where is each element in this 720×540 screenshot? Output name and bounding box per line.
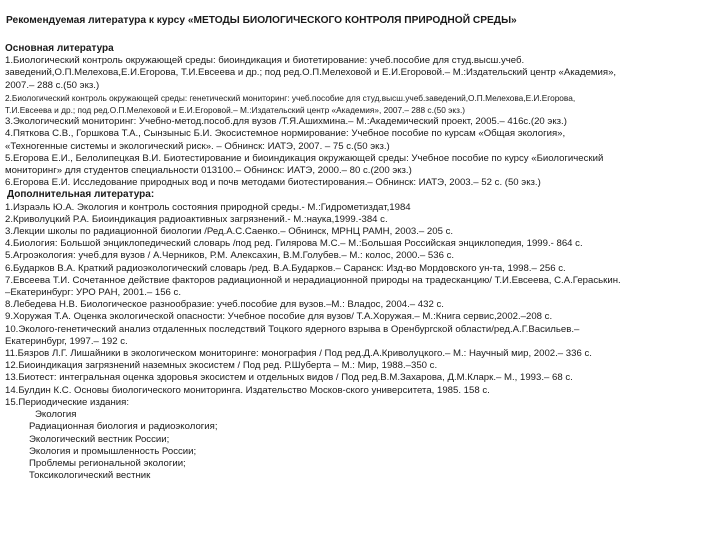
list-item: 5.Агроэкология: учеб.для вузов / А.Черников, Р.М. Алексахин, В.М.Голубев.– М.: колос, 2000.– 536 с.	[5, 250, 455, 262]
periodical-item: Экологический вестник России;	[29, 433, 170, 445]
additional-literature-list	[5, 202, 710, 409]
list-item: 15.Периодические издания:	[5, 396, 130, 408]
additional-literature-heading: Дополнительная литература:	[7, 189, 155, 201]
list-item: 14.Булдин К.С. Основы биологического мониторинга. Издательство Москов-ского университета, 1985. 158 с.	[5, 384, 490, 396]
main-literature-list	[5, 55, 710, 189]
list-item: 7.Евсеева Т.И. Сочетанное действие факторов радиационной и нерадиационной природы на традесканцию/ Т.И.Евсеева, С.А.Гераськин. –Екатеринбург: УРО РАН, 2001.– 156 с.	[5, 274, 621, 299]
list-item: 9.Хоружая Т.А. Оценка экологической опасности: Учебное пособие для вузов/ Т.А.Хоружая.– М.:Книга сервис,2002.–208 с.	[5, 311, 553, 323]
periodical-item: Токсикологический вестник	[29, 470, 151, 482]
list-item: 5.Егорова Е.И., Белолипецкая В.И. Биотестирование и биоиндикация окружающей среды: Учебное пособие по курсу «Биологический мониторинг» для студентов специальности 013100.– Обнинск: ИАТЭ, 2000.– 80 с.(200 экз.)	[5, 152, 604, 177]
main-literature-heading: Основная литература	[5, 43, 114, 54]
list-item: 1.Израэль Ю.А. Экология и контроль состояния природной среды.- М.:Гидрометиздат,1984	[5, 201, 411, 213]
periodical-item: Экология и промышленность России;	[29, 445, 197, 457]
periodical-item: Экология	[35, 409, 77, 421]
list-item: 3.Экологический мониторинг: Учебно-метод.пособ.для вузов /Т.Я.Ашихмина.– М.:Академический проект, 2005.– 416с.(20 экз.)	[5, 116, 567, 128]
list-item: 6.Егорова Е.И. Исследование природных вод и почв методами биотестирования.– Обнинск: ИАТЭ, 2003.– 52 с. (50 экз.)	[5, 177, 541, 189]
page-title: Рекомендуемая литература к курсу «МЕТОДЫ БИОЛОГИЧЕСКОГО КОНТРОЛЯ ПРИРОДНОЙ СРЕДЫ»	[6, 15, 517, 26]
list-item: 11.Бязров Л.Г. Лишайники в экологическом мониторинге: монография / Под ред.Д.А.Криволуцкого.– М.: Научный мир, 2002.– 336 с.	[5, 348, 592, 360]
list-item: 2.Биологический контроль окружающей среды: генетический мониторинг: учеб.пособие для студ.высш.учеб.заведений,О.П.Мелехова,Е.И.Егорова, Т.И.Евсеева и др.; под ред.О.П.Мелеховой и Е.И.Егоровой.– М.:Издательский центр «Академия», 2007.– 288 с.(50 экз.)	[5, 92, 576, 116]
list-item: 1.Биологический контроль окружающей среды: биоиндикация и биотетирование: учеб.пособие для студ.высш.учеб. заведений,О.П.Мелехова,Е.И.Егорова, Т.И.Евсеева и др.; под ред.О.П.Мелеховой и Е.И.Егоровой.– М.:Издательский центр «Академия», 2007.– 288 с.(50 экз.)	[5, 55, 617, 91]
list-item: 10.Эколого-генетический анализ отдаленных последствий Тоцкого ядерного взрыва в Оренбургской области/ред.А.Г.Васильев.– Екатеринбург, 1997.– 192 с.	[5, 323, 580, 347]
list-item: 4.Пяткова С.В., Горшкова Т.А., Сынзыныс Б.И. Экосистемное нормирование: Учебное пособие по курсам «Общая экология», «Техногенные системы и экологический риск». – Обнинск: ИАТЭ, 2007. – 75 с.(50 экз.)	[5, 128, 566, 152]
list-item: 8.Лебедева Н.В. Биологическое разнообразие: учеб.пособие для вузов.–М.: Владос, 2004.– 432 с.	[5, 299, 444, 311]
list-item: 6.Бударков В.А. Краткий радиоэкологический словарь /ред. В.А.Бударков.– Саранск: Изд-во Мордовского ун-та, 1998.– 256 с.	[5, 262, 566, 274]
periodical-item: Проблемы региональной экологии;	[29, 457, 186, 469]
list-item: 2.Криволуцкий Р.А. Биоиндикация радиоактивных загрязнений.- М.:наука,1999.-384 с.	[5, 213, 388, 225]
list-item: 12.Биоиндикация загрязнений наземных экосистем / Под ред. Р.Шуберта – М.: Мир, 1988.–350 с.	[5, 360, 438, 372]
periodical-item: Радиационная биология и радиоэкология;	[29, 421, 218, 433]
list-item: 13.Биотест: интегральная оценка здоровья экосистем и отдельных видов / Под ред.В.М.Захарова, Д.М.Кларк.– М., 1993.– 68 с.	[5, 372, 573, 384]
list-item: 4.Биология: Большой энциклопедический словарь /под ред. Гилярова М.С.– М.:Большая Российская энциклопедия, 1999.- 864 с.	[5, 238, 583, 250]
list-item: 3.Лекции школы по радиационной биологии /Ред.А.С.Саенко.– Обнинск, МРНЦ РАМН, 2003.– 205 с.	[5, 226, 454, 238]
periodicals-list	[5, 409, 710, 482]
